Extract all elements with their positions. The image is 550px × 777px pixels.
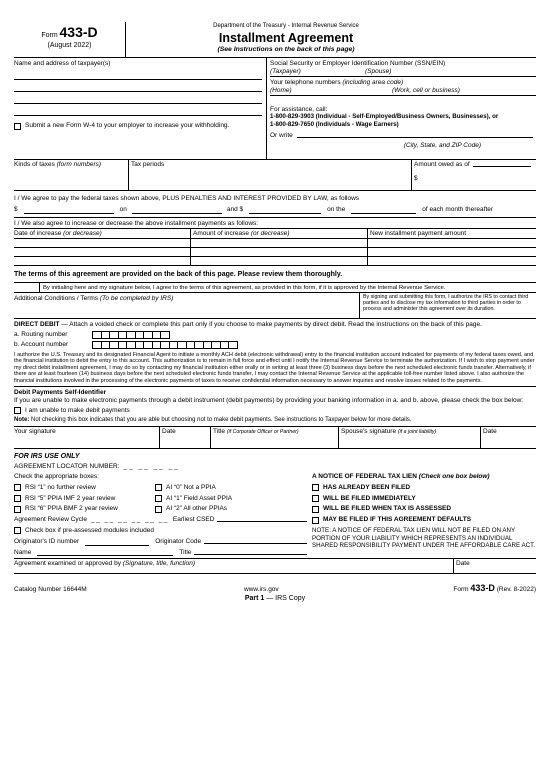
lien-option-2 xyxy=(312,495,536,503)
rsi-1-label: RSI “1” no further review xyxy=(25,483,96,491)
title-cell[interactable] xyxy=(211,427,339,448)
payment-terms-row xyxy=(14,206,536,218)
signature-row xyxy=(14,427,536,449)
self-identifier-note xyxy=(14,417,536,427)
increase-row[interactable] xyxy=(14,239,536,248)
new-installment-header: New installment payment amount xyxy=(370,230,467,238)
routing-number-boxes[interactable] xyxy=(92,331,170,339)
initial-box[interactable] xyxy=(14,283,40,292)
direct-debit-intro xyxy=(14,321,536,329)
originator-id-label: Originator's ID number xyxy=(14,537,80,545)
irs-use-right xyxy=(310,473,536,556)
increase-amount-header: Amount of increase xyxy=(193,230,250,238)
spouse-note: (if a joint liability) xyxy=(397,428,437,435)
lien-option-3 xyxy=(312,505,536,513)
lien-assessed-checkbox[interactable] xyxy=(312,506,319,513)
irs-title-label: Title xyxy=(179,548,192,556)
footer xyxy=(14,583,536,594)
self-identifier-text: If you are unable to make electronic payments through a debit instrument (debit payments) by providing your banking information in a. and b. above, please check the box below: xyxy=(14,397,524,405)
amount-owed-label: Amount owed as of xyxy=(414,161,470,168)
your-signature-cell[interactable] xyxy=(14,427,160,448)
phone-label: Your telephone numbers xyxy=(270,78,341,86)
signature-date-cell[interactable] xyxy=(160,427,211,448)
earliest-csed-line[interactable] xyxy=(217,516,307,522)
w4-label: Submit a new Form W-4 to your employer to increase your withholding. xyxy=(25,121,230,129)
spouse-signature-label: Spouse's signature xyxy=(341,427,397,435)
taxpayer-section xyxy=(14,58,536,160)
form-number: 433-D xyxy=(59,24,98,40)
rsi-5-checkbox[interactable] xyxy=(14,495,21,502)
name-address-column xyxy=(14,58,267,159)
ai-0-checkbox[interactable] xyxy=(155,484,162,491)
originator-row xyxy=(14,538,310,546)
lien-option-1 xyxy=(312,484,536,492)
phone-note: (including area code) xyxy=(342,78,404,86)
footer-form-prefix: Form xyxy=(453,586,469,594)
lien-defaults-checkbox[interactable] xyxy=(312,517,319,524)
payment-day-line[interactable] xyxy=(351,206,416,214)
city-state-zip-label: (City, State, and ZIP Code) xyxy=(403,142,481,150)
rsi-6-label: RSI “6” PPIA BMF 2 year review xyxy=(25,505,118,513)
name-title-row xyxy=(14,549,310,557)
ai-1-checkbox[interactable] xyxy=(155,495,162,502)
review-cycle-row xyxy=(14,516,310,524)
or-write-row xyxy=(270,132,536,140)
unable-row xyxy=(14,407,536,415)
originator-code-label: Originator Code xyxy=(155,537,202,545)
note-label: Note: xyxy=(14,416,30,423)
assistance-label: For assistance, call: xyxy=(270,105,328,113)
irs-use-heading: FOR IRS USE ONLY xyxy=(14,452,80,460)
ach-authorization: I authorize the U.S. Treasury and its designated Financial Agent to initiate a monthly ACH debit (electronic withdrawal) entry to the financial institution account indicated for payments of my federal taxes owed, and the financial institution to debit the entry to this account. This authorization is to remain in full force and effect until I notify the Internal Revenue Service to terminate the authorization. If I wish to stop payment under my direct debit installment agreement, I may do so by contacting my financial institution either orally or in writing at least three (3) business days before the next scheduled electronic funds transfer. Alternatively, if there are at least fourteen (14) business days before the next scheduled electronic funds transfer, I may contact the Internal Revenue Service at the applicable toll-free number listed above. I also authorize the financial institutions involved in the processing of the electronic payments of taxes to receive confidential information necessary to answer inquiries and resolve issues related to the payments. xyxy=(14,351,535,384)
examined-note: (Signature, title, function) xyxy=(122,560,196,568)
lien-immediately-checkbox[interactable] xyxy=(312,495,319,502)
terms-section xyxy=(14,266,536,318)
name-address-label: Name and address of taxpayer(s) xyxy=(14,60,111,67)
title-label: Title xyxy=(213,427,226,435)
spouse-signature-cell[interactable] xyxy=(339,427,481,448)
rsi-1-checkbox[interactable] xyxy=(14,484,21,491)
part-number: Part 1 xyxy=(244,595,265,603)
payment-on: on xyxy=(119,205,127,213)
payment-start-date-line[interactable] xyxy=(132,206,222,214)
website: www.irs.gov xyxy=(244,586,279,594)
or-write-line[interactable] xyxy=(297,132,533,138)
lien-note: NOTE: A NOTICE OF FEDERAL TAX LIEN WILL NOT BE FILED ON ANY PORTION OF YOUR LIABILITY WHICH REPRESENTS AN INDIVIDUAL SHARED RESPONSIBILITY PAYMENT UNDER THE AFFORDABLE CARE ACT. xyxy=(312,526,535,550)
assistance-line-1: 1-800-829-3903 (Individual - Self-Employed/Business Owners, Businesses), or xyxy=(270,113,499,121)
tax-periods-label: Tax periods xyxy=(131,161,165,168)
examined-row xyxy=(14,558,536,574)
preassessed-checkbox[interactable] xyxy=(14,527,21,534)
tax-periods-cell[interactable] xyxy=(129,160,412,190)
amount-owed-cell xyxy=(412,160,536,190)
account-number-boxes[interactable] xyxy=(92,341,238,349)
payment-amount-line[interactable] xyxy=(24,206,114,214)
irs-use-body xyxy=(14,473,536,556)
note-text: Not checking this box indicates that you are able but choosing not to make debit payments. See instructions to Taxpayer below for more details. xyxy=(29,416,412,423)
footer-form-number: 433-D xyxy=(470,583,495,594)
form-title-block xyxy=(126,22,536,57)
name-address-line-4[interactable] xyxy=(14,115,262,116)
conditions-cell[interactable] xyxy=(14,293,360,318)
increase-table-header xyxy=(14,229,536,239)
contact-column xyxy=(267,58,536,159)
examined-date-cell[interactable] xyxy=(454,559,536,573)
earliest-csed-label: Earliest CSED xyxy=(172,516,215,524)
footer-rev: (Rev. 8-2022) xyxy=(496,586,536,594)
rsi-6-checkbox[interactable] xyxy=(14,506,21,513)
lien-heading: A NOTICE OF FEDERAL TAX LIEN xyxy=(312,473,417,480)
payment-each-month: of each month thereafter xyxy=(422,205,494,213)
or-write-label: Or write xyxy=(270,132,293,140)
spouse-date-label: Date xyxy=(483,427,497,435)
ssn-spouse-label: (Spouse) xyxy=(365,67,392,75)
unable-label: I am unable to make debit payments xyxy=(25,406,130,414)
name-address-line-2[interactable] xyxy=(14,91,262,92)
lien-option-2-label: WILL BE FILED IMMEDIATELY xyxy=(323,494,416,502)
ai-2-label: AI “2” All other PPIAs xyxy=(166,505,228,513)
w4-checkbox[interactable] xyxy=(14,123,21,130)
consent-text: By signing and submitting this form, I authorize the IRS to contact third parties and to disclose my tax information to third parties in order to process and administer this agreement over its duration. xyxy=(363,293,529,312)
self-identifier-section xyxy=(14,387,536,427)
ssn-label: Social Security or Employer Identification Number (SSN/EIN) xyxy=(270,60,446,67)
increase-row[interactable] xyxy=(14,257,536,266)
increase-date-note: (or decrease) xyxy=(63,230,102,238)
payment-and-dollar: and $ xyxy=(226,205,244,213)
spouse-date-cell[interactable] xyxy=(481,427,536,448)
check-row-3 xyxy=(14,505,310,513)
form-date: (August 2022) xyxy=(47,41,92,49)
lien-option-3-label: WILL BE FILED WHEN TAX IS ASSESSED xyxy=(323,505,452,513)
check-row-2 xyxy=(14,495,310,503)
preassessed-row xyxy=(14,527,310,535)
form-subtitle: (See Instructions on the back of this page) xyxy=(217,46,355,54)
lien-filed-checkbox[interactable] xyxy=(312,484,319,491)
originator-code-line[interactable] xyxy=(204,538,307,544)
terms-heading: The terms of this agreement are provided on the back of this page. Please review them thoroughly. xyxy=(14,271,343,279)
examined-label: Agreement examined or approved by xyxy=(14,560,121,568)
signature-date-label: Date xyxy=(162,427,176,435)
w4-option xyxy=(14,122,262,130)
lien-option-4-label: MAY BE FILED IF THIS AGREEMENT DEFAULTS xyxy=(323,516,472,524)
account-label: b. Account number xyxy=(14,340,69,348)
irs-title-line[interactable] xyxy=(194,549,307,555)
account-row xyxy=(14,341,536,349)
kinds-of-taxes-label: Kinds of taxes xyxy=(14,161,55,168)
self-identifier-heading: Debit Payments Self-Identifier xyxy=(14,389,107,397)
irs-name-line[interactable] xyxy=(37,549,173,557)
lien-heading-note: (Check one box below) xyxy=(418,473,490,480)
locator-label: AGREEMENT LOCATOR NUMBER: xyxy=(14,463,120,471)
routing-label: a. Routing number xyxy=(14,330,68,338)
title-note: (if Corporate Officer or Partner) xyxy=(226,428,299,435)
form-prefix: Form xyxy=(41,32,58,39)
department: Department of the Treasury - Internal Revenue Service xyxy=(213,23,359,29)
name-address-line-1[interactable] xyxy=(14,79,262,80)
ssn-taxpayer-label: (Taxpayer) xyxy=(270,67,301,75)
initial-text: By initialing here and my signature below, I agree to the terms of this agreement, as provided in this form, if it is approved by the Internal Revenue Service. xyxy=(43,284,446,291)
ai-2-checkbox[interactable] xyxy=(155,506,162,513)
increase-row[interactable] xyxy=(14,248,536,257)
phone-home-label: (Home) xyxy=(270,86,292,94)
payment-dollar: $ xyxy=(14,205,18,213)
originator-id-line[interactable] xyxy=(85,538,149,546)
check-label: Check the appropriate boxes: xyxy=(14,473,99,480)
examined-date-label: Date xyxy=(456,560,470,568)
payment-monthly-amount-line[interactable] xyxy=(249,206,321,214)
kinds-of-taxes-cell[interactable] xyxy=(14,160,129,190)
review-cycle-label: Agreement Review Cycle xyxy=(14,516,87,524)
assistance-line-2: 1-800-829-7650 (Individuals - Wage Earners) xyxy=(270,120,399,128)
locator-row xyxy=(14,463,536,471)
rsi-5-label: RSI “5” PPIA IMF 2 year review xyxy=(25,494,116,502)
ai-1-label: AI “1” Field Asset PPIA xyxy=(166,494,233,502)
increase-amount-note: (or decrease) xyxy=(250,230,290,238)
increase-text: I / We also agree to increase or decrease the above installment payments as follows: xyxy=(14,220,536,230)
agree-pay-text: I / We agree to pay the federal taxes shown above, PLUS PENALTIES AND INTEREST PROVIDED BY LAW, as follows xyxy=(14,195,360,202)
ssn-row[interactable] xyxy=(270,68,536,77)
part-suffix: — IRS Copy xyxy=(264,595,306,603)
increase-date-header: Date of increase xyxy=(14,230,62,238)
irs-use-section xyxy=(14,449,536,575)
amount-owed-date-line[interactable] xyxy=(473,161,531,167)
phone-work-label: (Work, cell or business) xyxy=(392,86,460,94)
amount-owed-dollar[interactable]: $ xyxy=(414,174,418,182)
preassessed-label: Check box if pre-assessed modules included xyxy=(25,526,154,534)
examined-cell[interactable] xyxy=(14,559,454,573)
phone-row[interactable] xyxy=(270,87,536,96)
lien-option-1-label: HAS ALREADY BEEN FILED xyxy=(323,483,411,491)
form-title: Installment Agreement xyxy=(218,31,354,46)
irs-name-label: Name xyxy=(14,548,32,556)
direct-debit-text: — Attach a voided check or complete this part only if you choose to make payments by direct debit. Read the instructions on the back of this page. xyxy=(59,320,482,328)
direct-debit-heading: DIRECT DEBIT xyxy=(14,320,60,328)
routing-row xyxy=(14,331,536,339)
locator-blanks[interactable]: __ __ __ __ xyxy=(123,463,180,471)
form-header xyxy=(14,22,536,58)
part-label xyxy=(14,595,536,603)
check-row-1 xyxy=(14,484,310,492)
conditions-note: (To be completed by IRS) xyxy=(99,294,174,302)
name-address-line-3[interactable] xyxy=(14,103,262,104)
taxes-section xyxy=(14,160,536,191)
your-signature-label: Your signature xyxy=(14,427,56,435)
review-cycle-blanks[interactable]: __ __ __ __ __ __ xyxy=(90,516,169,524)
lien-option-4 xyxy=(312,516,536,524)
unable-checkbox[interactable] xyxy=(14,407,21,414)
payment-on-the: on the xyxy=(327,205,346,213)
assistance-block xyxy=(270,106,536,129)
irs-use-left xyxy=(14,473,310,556)
conditions-row xyxy=(14,293,536,319)
catalog-number: Catalog Number 16644M xyxy=(14,586,87,594)
direct-debit-section xyxy=(14,319,536,387)
agree-pay-section xyxy=(14,191,536,266)
conditions-label: Additional Conditions / Terms xyxy=(14,294,99,302)
kinds-of-taxes-note: (form numbers) xyxy=(56,161,102,168)
ai-0-label: AI “0” Not a PPIA xyxy=(166,483,216,491)
initial-row xyxy=(14,282,536,293)
form-id-block xyxy=(14,22,126,57)
